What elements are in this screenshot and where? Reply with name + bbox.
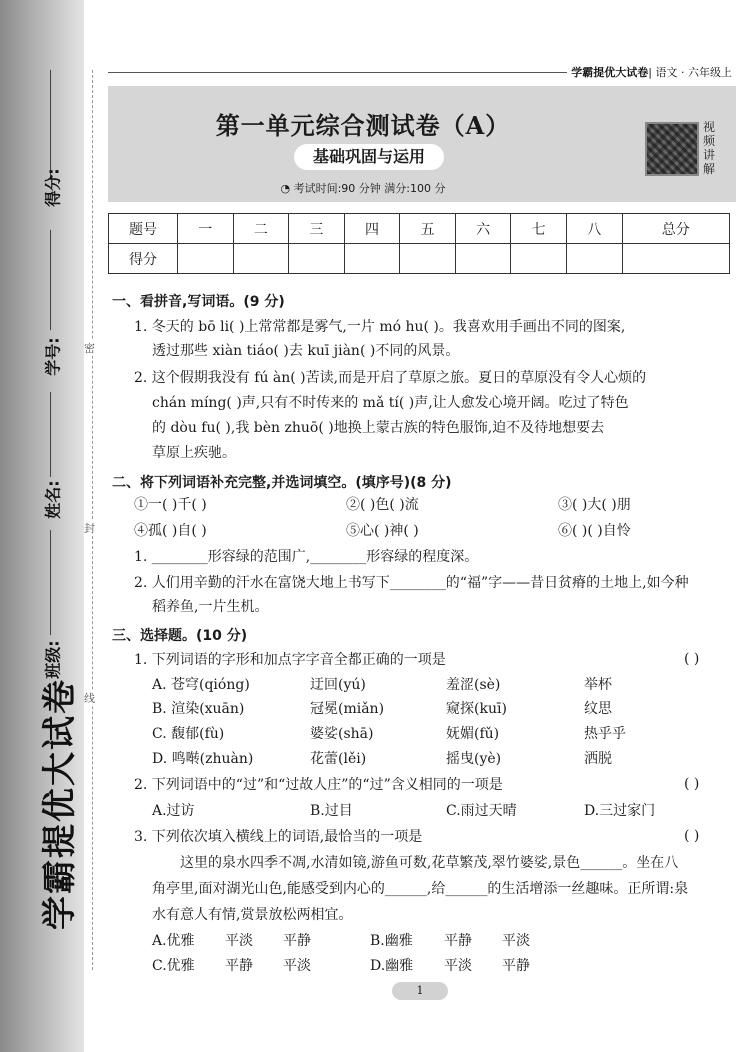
section1-line: 2. 这个假期我没有 fú àn( )苦读,而是开启了草原之旅。夏日的草原没有令人心烦的 xyxy=(134,370,647,386)
table-header-cell: 总分 xyxy=(622,214,730,244)
table-header-cell: 一 xyxy=(178,214,234,244)
option-text: 摇曳(yè) xyxy=(446,751,502,767)
section2-question: 2. 人们用辛勤的汗水在富饶大地上书写下________的“福”字——昔日贫瘠的土地上,如今种 xyxy=(134,575,689,591)
passage-line: 水有意人有情,赏景放松两相宜。 xyxy=(152,907,353,923)
score-table xyxy=(108,213,730,274)
passage-line: 角亭里,面对湖光山色,能感受到内心的______,给______的生活增添一丝趣味。正所谓:泉 xyxy=(152,881,689,897)
option-text: 平淡 xyxy=(502,933,530,949)
idiom-item: ⑤心( )神( ) xyxy=(346,523,419,539)
student-id-label: 学号: xyxy=(43,337,63,376)
exam-title: 第一单元综合测试卷（A） xyxy=(215,111,511,140)
option-text: 平静 xyxy=(283,933,311,949)
section2-heading: 二、将下列词语补充完整,并选词填空。(填序号)(8 分) xyxy=(112,475,452,491)
clock-icon: ◔ xyxy=(280,182,294,195)
option-text: 平淡 xyxy=(225,933,253,949)
score-cell[interactable] xyxy=(566,244,622,274)
idiom-item: ④孤( )自( ) xyxy=(134,523,207,539)
class-blank-line xyxy=(50,530,51,635)
table-header-cell: 五 xyxy=(400,214,456,244)
brand-vertical: 学霸提优大试卷 xyxy=(40,678,80,930)
option-text: 热乎乎 xyxy=(584,726,626,742)
score-cell[interactable] xyxy=(400,244,456,274)
name-label: 姓名: xyxy=(43,480,63,519)
score-cell[interactable] xyxy=(344,244,400,274)
option-text: 冠冕(miǎn) xyxy=(310,701,385,717)
option-text: D. 鸣啭(zhuàn) xyxy=(152,751,254,767)
section1-line: 的 dòu fu( ),我 bèn zhuō( )地换上蒙古族的特色服饰,迫不及待地想要去 xyxy=(152,420,605,436)
section1-line: 透过那些 xiàn tiáo( )去 kuī jiàn( )不同的风景。 xyxy=(152,343,460,359)
name-blank-line xyxy=(50,392,51,477)
answer-paren[interactable]: ( ) xyxy=(684,828,700,844)
option-text: 妩媚(fǔ) xyxy=(446,726,500,742)
question-stem: 2. 下列词语中的“过”和“过故人庄”的“过”含义相同的一项是 xyxy=(134,777,503,793)
option-text: 平静 xyxy=(502,958,530,974)
option-text: B.过目 xyxy=(310,803,353,819)
section1-heading: 一、看拼音,写词语。(9 分) xyxy=(112,294,285,310)
section1-line: chán míng( )声,只有不时传来的 mǎ tí( )声,让人愈发心境开阔。吃过了特色 xyxy=(152,395,629,411)
page-number: 1 xyxy=(392,982,448,1000)
table-header-cell: 七 xyxy=(511,214,567,244)
table-header-cell: 二 xyxy=(233,214,289,244)
option-text: A.优雅 xyxy=(152,933,195,949)
video-label: 视频讲解 xyxy=(702,120,715,176)
section1-line: 草原上疾驰。 xyxy=(152,445,236,461)
score-table-score-row xyxy=(109,244,730,274)
score-label: 得分: xyxy=(43,168,63,207)
idiom-item: ⑥( )( )自怜 xyxy=(558,523,631,539)
option-text: B. 渲染(xuān) xyxy=(152,701,245,717)
question-stem: 3. 下列依次填入横线上的词语,最恰当的一项是 xyxy=(134,829,423,845)
idiom-item: ①一( )千( ) xyxy=(134,497,207,513)
score-cell[interactable] xyxy=(622,244,730,274)
question-stem: 1. 下列词语的字形和加点字字音全都正确的一项是 xyxy=(134,652,446,668)
option-text: 平静 xyxy=(225,958,253,974)
option-text: 平静 xyxy=(444,933,472,949)
id-blank-line xyxy=(50,230,51,330)
section2-question: 稻养鱼,一片生机。 xyxy=(152,599,269,615)
option-text: C.雨过天晴 xyxy=(446,803,517,819)
option-text: C.优雅 xyxy=(152,958,195,974)
seal-char-feng: 封 xyxy=(84,522,95,535)
seal-char-xian: 线 xyxy=(84,692,95,705)
option-text: 羞涩(sè) xyxy=(446,677,501,693)
option-text: D.幽雅 xyxy=(370,958,414,974)
section2-question: 1. ________形容绿的范围广,________形容绿的程度深。 xyxy=(134,549,479,565)
option-text: B.幽雅 xyxy=(370,933,413,949)
table-header-cell: 题号 xyxy=(109,214,178,244)
exam-subtitle: 基础巩固与运用 xyxy=(294,144,444,170)
table-header-cell: 四 xyxy=(344,214,400,244)
option-text: A.过访 xyxy=(152,803,195,819)
exam-meta xyxy=(108,180,618,196)
series-brand: 学霸提优大试卷 xyxy=(571,66,649,79)
idiom-item: ③( )大( )朋 xyxy=(558,497,631,513)
option-text: 迂回(yú) xyxy=(310,677,366,693)
passage-line: 这里的泉水四季不凋,水清如镜,游鱼可数,花草繁茂,翠竹婆娑,景色______。坐在八 xyxy=(180,855,679,871)
option-text: A. 苍穹(qióng) xyxy=(152,677,250,693)
left-sidebar xyxy=(0,0,84,1052)
table-header-cell: 八 xyxy=(566,214,622,244)
option-text: D.三过家门 xyxy=(584,803,656,819)
answer-paren[interactable]: ( ) xyxy=(684,651,700,667)
score-cell[interactable] xyxy=(511,244,567,274)
score-cell[interactable] xyxy=(233,244,289,274)
score-cell[interactable] xyxy=(178,244,234,274)
score-table-header-row xyxy=(109,214,730,244)
seal-char-mi: 密 xyxy=(84,342,95,355)
score-cell[interactable] xyxy=(455,244,511,274)
series-info: | 语文 · 六年级上 xyxy=(648,66,732,79)
idiom-item: ②( )色( )流 xyxy=(346,497,419,513)
score-row-label: 得分 xyxy=(109,244,178,274)
option-text: 洒脱 xyxy=(584,751,612,767)
section1-line: 1. 冬天的 bō li( )上常常都是雾气,一片 mó hu( )。我喜欢用手画出不同的图案, xyxy=(134,319,626,335)
answer-paren[interactable]: ( ) xyxy=(684,776,700,792)
class-label: 班级: xyxy=(43,640,63,679)
option-text: 窥探(kuī) xyxy=(446,701,507,717)
qr-code-icon[interactable] xyxy=(645,122,699,176)
option-text: C. 馥郁(fù) xyxy=(152,726,225,742)
option-text: 平淡 xyxy=(283,958,311,974)
option-text: 纹思 xyxy=(584,701,612,717)
table-header-cell: 三 xyxy=(289,214,345,244)
series-tag xyxy=(567,64,736,80)
table-header-cell: 六 xyxy=(455,214,511,244)
option-text: 婆娑(shā) xyxy=(310,726,374,742)
option-text: 平淡 xyxy=(444,958,472,974)
option-text: 花蕾(lěi) xyxy=(310,751,367,767)
exam-meta-text: 考试时间:90 分钟 满分:100 分 xyxy=(293,182,446,195)
score-cell[interactable] xyxy=(289,244,345,274)
option-text: 举杯 xyxy=(584,677,612,693)
section3-heading: 三、选择题。(10 分) xyxy=(112,628,248,644)
